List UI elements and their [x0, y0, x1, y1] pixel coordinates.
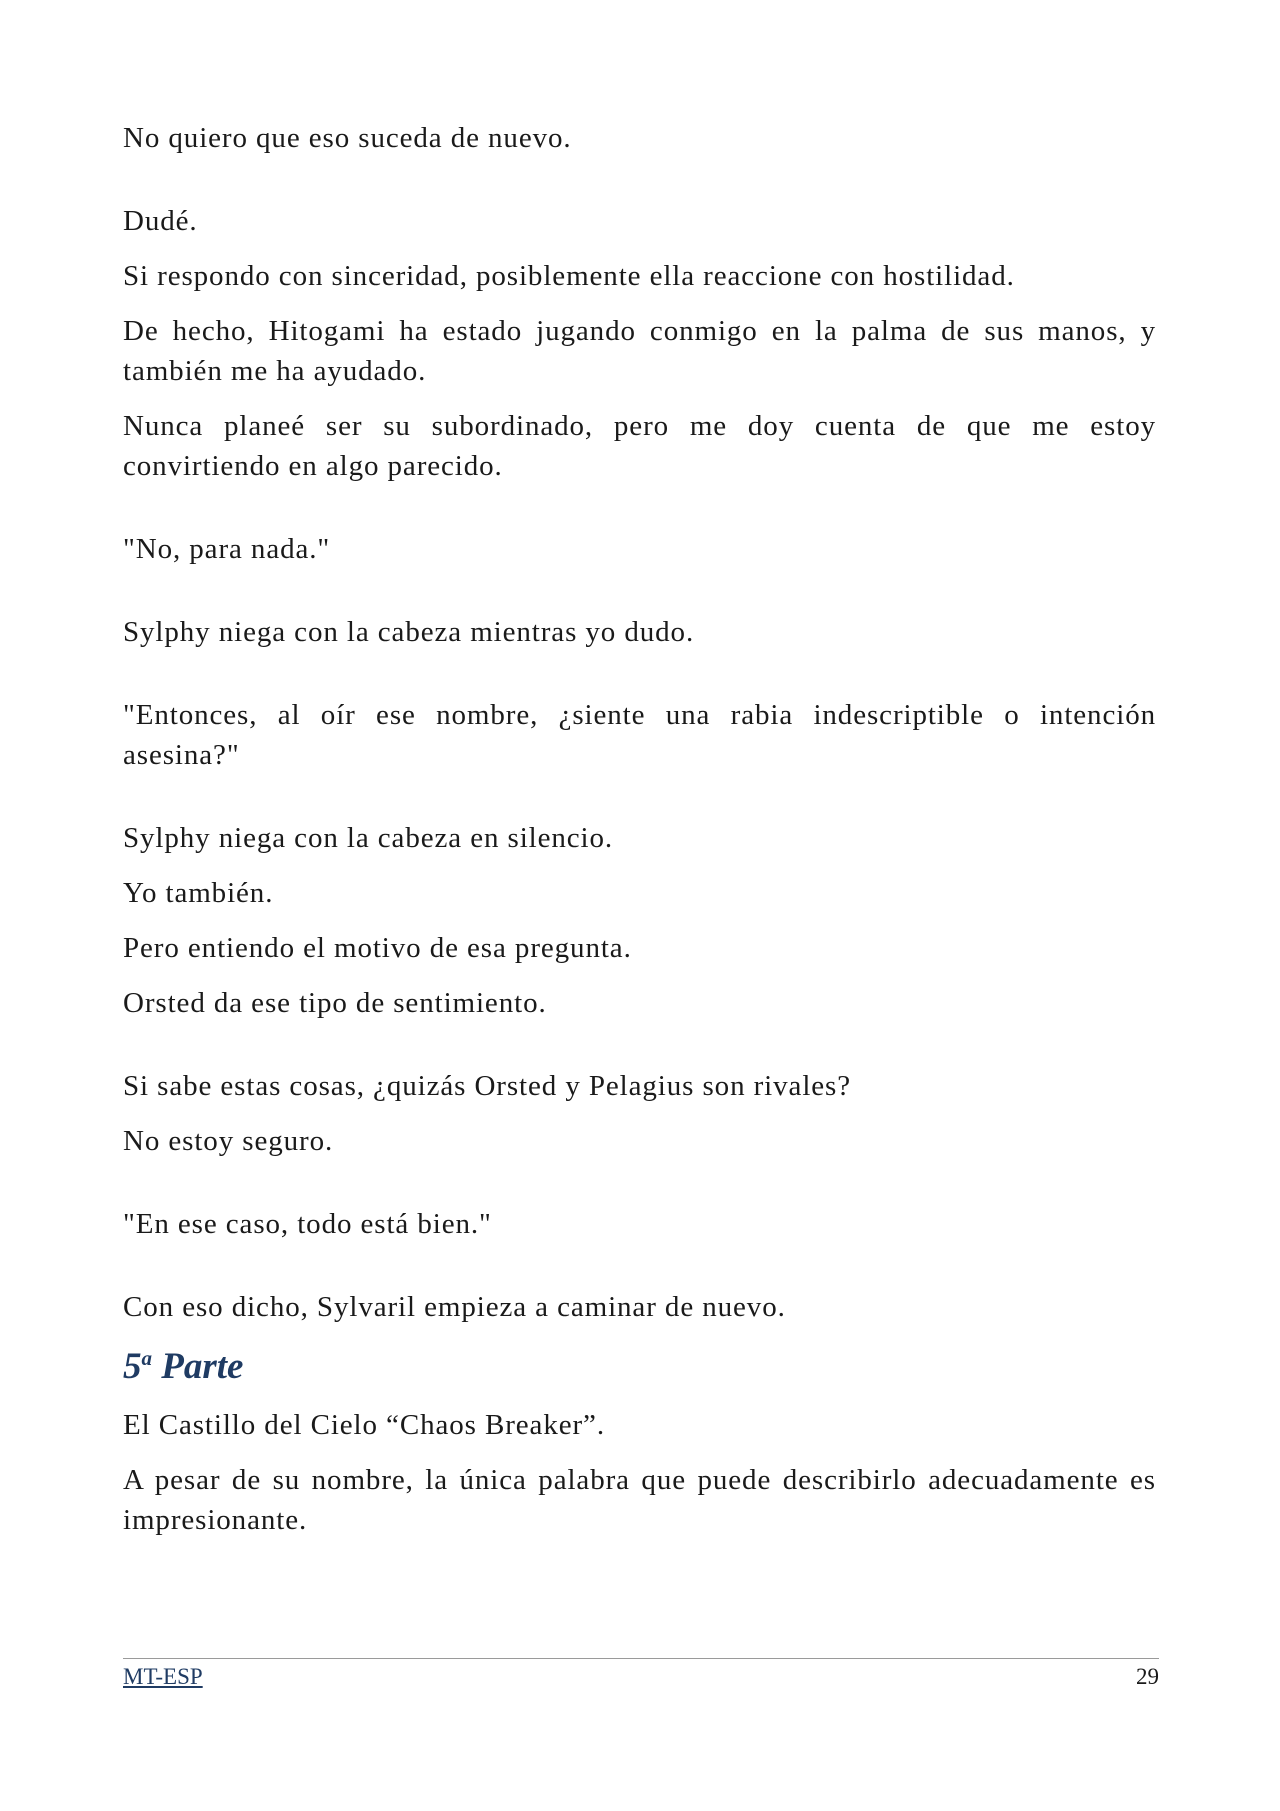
paragraph-3: Si respondo con sinceridad, posiblemente ella reaccione con hostilidad. [123, 260, 1015, 292]
paragraph-7: Sylphy niega con la cabeza mientras yo dudo. [123, 616, 695, 648]
page-footer [123, 1658, 1159, 1692]
paragraph-5: Nunca planeé ser su subordinado, pero me doy cuenta de que me estoy convirtiendo en algo parecido. [123, 410, 1156, 482]
paragraph-1: No quiero que eso suceda de nuevo. [123, 122, 572, 154]
page-number: 29 [1136, 1664, 1159, 1689]
footer-link[interactable]: MT-ESP [123, 1664, 203, 1689]
paragraph-8: "Entonces, al oír ese nombre, ¿siente una rabia indescriptible o intención asesina?" [123, 699, 1156, 771]
section-ordinal: a [141, 1346, 152, 1370]
paragraph-13: Si sabe estas cosas, ¿quizás Orsted y Pelagius son rivales? [123, 1070, 852, 1102]
paragraph-15: "En ese caso, todo está bien." [123, 1208, 492, 1240]
paragraph-9: Sylphy niega con la cabeza en silencio. [123, 822, 614, 854]
paragraph-10: Yo también. [123, 877, 274, 909]
section-number: 5 [123, 1346, 142, 1387]
paragraph-14: No estoy seguro. [123, 1125, 334, 1157]
paragraph-2: Dudé. [123, 205, 198, 237]
section-heading [123, 1345, 1156, 1389]
paragraph-16: Con eso dicho, Sylvaril empieza a caminar de nuevo. [123, 1291, 786, 1323]
paragraph-6: "No, para nada." [123, 533, 331, 565]
section-title: Parte [161, 1346, 244, 1387]
paragraph-4: De hecho, Hitogami ha estado jugando conmigo en la palma de sus manos, y también me ha ayudado. [123, 315, 1156, 387]
paragraph-11: Pero entiendo el motivo de esa pregunta. [123, 932, 632, 964]
section-paragraph-1: El Castillo del Cielo “Chaos Breaker”. [123, 1409, 605, 1441]
section-paragraph-2: A pesar de su nombre, la única palabra que puede describirlo adecuadamente es impresionante. [123, 1464, 1156, 1536]
page-body [123, 118, 1156, 1555]
paragraph-12: Orsted da ese tipo de sentimiento. [123, 987, 547, 1019]
